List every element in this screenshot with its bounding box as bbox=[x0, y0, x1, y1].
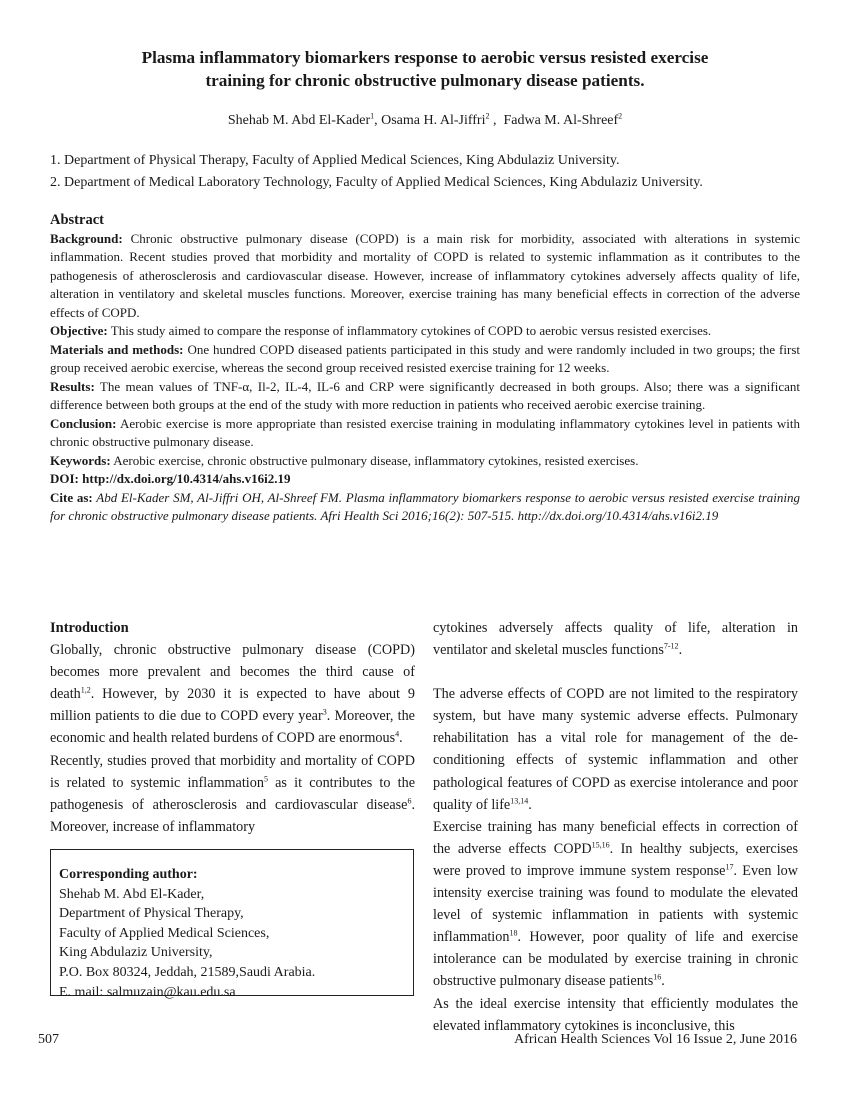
author-list bbox=[60, 113, 790, 129]
author-affiliation-marker: 1 bbox=[370, 111, 375, 121]
intro-paragraph-2 bbox=[50, 750, 415, 838]
title-line-1: Plasma inflammatory biomarkers response to aerobic versus resisted exercise bbox=[141, 48, 709, 67]
abstract-background bbox=[50, 230, 800, 323]
affiliations bbox=[50, 150, 810, 194]
text: . bbox=[678, 642, 683, 659]
text: . However, poor quality of life and exercise intolerance can be modulated by exercise training in chronic obstructive pulmonary disease patients bbox=[433, 929, 798, 990]
title-line-2: training for chronic obstructive pulmonary disease patients. bbox=[205, 71, 645, 90]
corresponding-author-box bbox=[50, 849, 414, 1000]
conclusion-label: Conclusion: bbox=[50, 415, 117, 431]
paragraph-gap bbox=[433, 661, 798, 683]
abstract-objective bbox=[50, 322, 800, 341]
cite-text: Abd El-Kader SM, Al-Jiffri OH, Al-Shreef FM. Plasma inflammatory biomarkers response to aerobic versus resisted exercise training for chronic obstructive pulmonary disease patients. Afri Health Sci 2016;16(2): 507-515. http://dx.doi.org/10.4314/ahs.v16i2.19 bbox=[50, 489, 800, 523]
citation-ref[interactable]: 7-12 bbox=[663, 641, 679, 651]
intro-paragraph-4 bbox=[433, 816, 798, 993]
keywords-text: Aerobic exercise, chronic obstructive pulmonary disease, inflammatory cytokines, resisted exercises. bbox=[110, 452, 639, 468]
corresponding-author-university: King Abdulaziz University, bbox=[59, 945, 213, 961]
text: Exercise training has many beneficial effects in correction of the adverse effects COPD bbox=[433, 818, 798, 857]
corresponding-author-department: Department of Physical Therapy, bbox=[59, 906, 244, 922]
text: . bbox=[528, 796, 532, 813]
background-text: Chronic obstructive pulmonary disease (COPD) is a main risk for morbidity, associated with alterations in systemic inflammation. Recent studies proved that morbidity and mortality of COPD is related to systemic inflammation as it contributes to the pathogenesis of atherosclerosis and cardiovascular disease. However, increase of inflammatory cytokines adversely affects quality of life, alteration in ventilatory and skeletal muscles functions. Moreover, exercise training has many beneficial effects in correction of the adverse effects of COPD. bbox=[50, 230, 800, 320]
keywords-label: Keywords: bbox=[50, 452, 111, 468]
intro-paragraph-3 bbox=[433, 683, 798, 816]
author-affiliation-marker: 2 bbox=[485, 111, 490, 121]
text: . Even low intensity exercise training was found to modulate the elevated level of systemic inflammation in patients with systemic inflammation bbox=[433, 862, 798, 946]
article-title bbox=[60, 46, 790, 92]
author-separator: , bbox=[374, 113, 382, 128]
right-column bbox=[433, 617, 798, 1037]
citation-ref[interactable]: 15,16 bbox=[591, 840, 610, 850]
abstract-doi bbox=[50, 470, 800, 489]
citation-ref[interactable]: 4 bbox=[395, 729, 400, 739]
citation-ref[interactable]: 6 bbox=[407, 796, 412, 806]
citation-ref[interactable]: 5 bbox=[263, 773, 268, 783]
citation-ref[interactable]: 13,14 bbox=[510, 795, 529, 805]
author-name: Osama H. Al-Jiffri bbox=[381, 113, 486, 128]
intro-paragraph-2-cont bbox=[433, 617, 798, 661]
text: . bbox=[661, 973, 665, 990]
corresponding-author-name: Shehab M. Abd El-Kader, bbox=[59, 886, 205, 902]
abstract-cite bbox=[50, 489, 800, 526]
intro-paragraph-1 bbox=[50, 639, 415, 749]
doi-link[interactable]: http://dx.doi.org/10.4314/ahs.v16i2.19 bbox=[78, 471, 291, 486]
results-text: The mean values of TNF-α, Il-2, IL-4, IL-6 and CRP were significantly decreased in both groups. Also; there was a significant difference between both groups at the end of the study with more reduction in patients who received aerobic exercise training. bbox=[50, 378, 800, 412]
author-name: Fadwa M. Al-Shreef bbox=[503, 113, 619, 128]
text: . In healthy subjects, exercises were proved to improve immune system response bbox=[433, 840, 798, 879]
text: . bbox=[399, 730, 403, 747]
abstract bbox=[50, 211, 800, 526]
introduction-heading: Introduction bbox=[50, 620, 129, 636]
citation-ref[interactable]: 17 bbox=[725, 862, 734, 872]
text: Globally, chronic obstructive pulmonary disease (COPD) becomes more prevalent and becomes the third cause of death bbox=[50, 642, 415, 703]
page-number: 507 bbox=[38, 1032, 59, 1047]
author-separator: , bbox=[489, 113, 504, 128]
results-label: Results: bbox=[50, 378, 95, 394]
author-affiliation-marker: 2 bbox=[618, 111, 623, 121]
affiliation-2: 2. Department of Medical Laboratory Technology, Faculty of Applied Medical Sciences, King Abdulaziz University. bbox=[50, 175, 703, 190]
conclusion-text: Aerobic exercise is more appropriate than resisted exercise training in modulating inflammatory cytokines level in patients with chronic obstructive pulmonary disease. bbox=[50, 415, 800, 449]
objective-text: This study aimed to compare the response of inflammatory cytokines of COPD to aerobic versus resisted exercises. bbox=[107, 323, 712, 338]
corresponding-author-email[interactable]: E. mail: salmuzain@kau.edu.sa bbox=[59, 984, 236, 1000]
abstract-keywords bbox=[50, 452, 800, 471]
text: . Moreover, the economic and health related burdens of COPD are enormous bbox=[50, 708, 415, 747]
background-label: Background: bbox=[50, 230, 123, 246]
methods-text: One hundred COPD diseased patients participated in this study and were randomly included in two groups; the first group received aerobic exercise, whereas the second group received resisted exercise training for 12 weeks. bbox=[50, 341, 800, 375]
text: . Moreover, increase of inflammatory bbox=[50, 796, 415, 835]
methods-label: Materials and methods: bbox=[50, 341, 184, 357]
objective-label: Objective: bbox=[50, 323, 108, 338]
abstract-heading: Abstract bbox=[50, 212, 104, 228]
text: . However, by 2030 it is expected to have about 9 million patients to die due to COPD every year bbox=[50, 686, 415, 725]
corresponding-author-faculty: Faculty of Applied Medical Sciences, bbox=[59, 925, 270, 941]
corresponding-author-address: P.O. Box 80324, Jeddah, 21589,Saudi Arabia. bbox=[59, 964, 316, 980]
left-column bbox=[50, 617, 415, 838]
citation-ref[interactable]: 18 bbox=[509, 928, 518, 938]
text: cytokines adversely affects quality of life, alteration in ventilator and skeletal muscles functions bbox=[433, 620, 798, 659]
citation-ref[interactable]: 1,2 bbox=[80, 685, 91, 695]
intro-paragraph-5 bbox=[433, 993, 798, 1037]
corresponding-author-heading: Corresponding author: bbox=[59, 867, 198, 882]
text: Recently, studies proved that morbidity and mortality of COPD is related to systemic inflammation bbox=[50, 752, 415, 791]
cite-label: Cite as: bbox=[50, 489, 93, 505]
abstract-methods bbox=[50, 341, 800, 378]
abstract-results bbox=[50, 378, 800, 415]
citation-ref[interactable]: 3 bbox=[322, 707, 327, 717]
text: The adverse effects of COPD are not limited to the respiratory system, but have many systemic adverse effects. Pulmonary rehabilitation has a vital role for management of the de-conditioning effects of systemic inflammation and other pathological features of COPD as exercise intolerance and poor quality of life bbox=[433, 686, 798, 813]
affiliation-1: 1. Department of Physical Therapy, Faculty of Applied Medical Sciences, King Abdulaziz University. bbox=[50, 153, 620, 168]
author-name: Shehab M. Abd El-Kader bbox=[227, 113, 371, 128]
abstract-conclusion bbox=[50, 415, 800, 452]
text: as it contributes to the pathogenesis of atherosclerosis and cardiovascular disease bbox=[50, 774, 415, 813]
text: As the ideal exercise intensity that efficiently modulates the elevated inflammatory cytokines is inconclusive, this bbox=[433, 995, 798, 1034]
doi-label: DOI: bbox=[50, 471, 79, 486]
journal-footer: African Health Sciences Vol 16 Issue 2, June 2016 bbox=[514, 1032, 797, 1047]
citation-ref[interactable]: 16 bbox=[653, 972, 662, 982]
